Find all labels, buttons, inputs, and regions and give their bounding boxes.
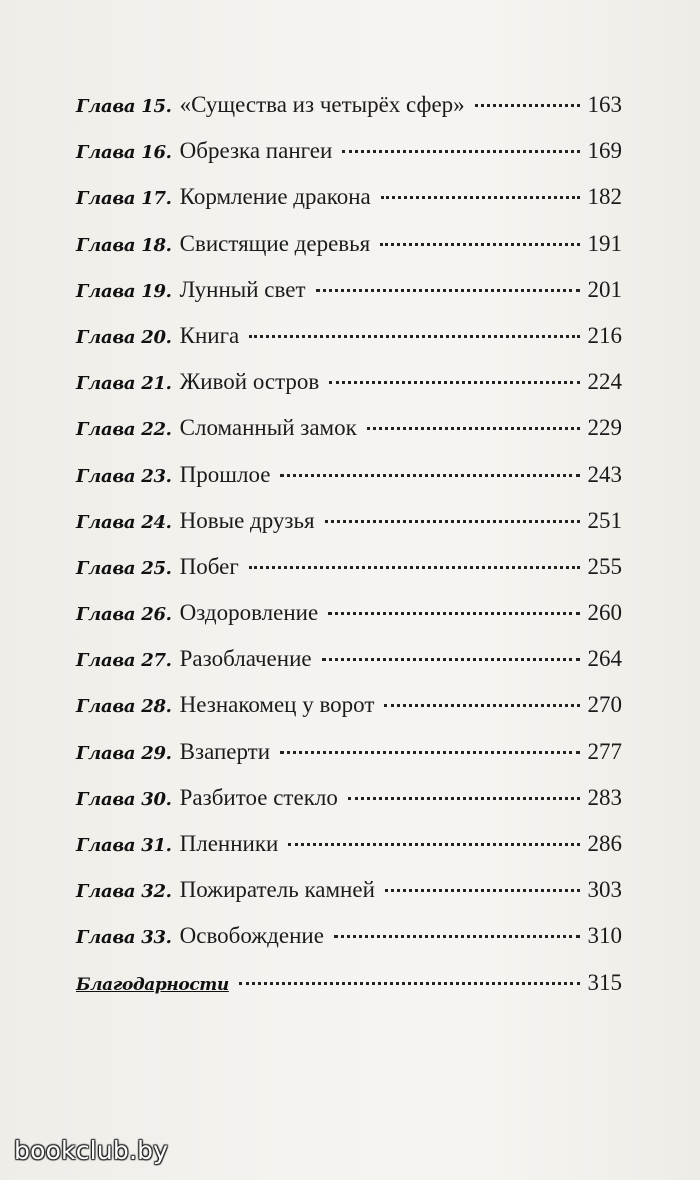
chapter-number: Глава 17. <box>76 188 172 210</box>
chapter-number: Глава 31. <box>76 835 172 856</box>
chapter-number: Глава 19. <box>76 280 172 302</box>
dot-leader <box>334 935 580 938</box>
chapter-number: Глава 27. <box>76 650 172 672</box>
acknowledgements-title: Благодарности <box>76 974 229 995</box>
dot-leader <box>367 427 580 430</box>
chapter-title: Пленники <box>179 831 279 856</box>
toc-entry <box>76 692 622 738</box>
toc-entry <box>76 138 622 184</box>
page-number: 163 <box>587 92 622 117</box>
toc-entry <box>76 277 622 323</box>
dot-leader <box>322 658 580 661</box>
toc-entry <box>76 923 622 969</box>
dot-leader <box>249 335 579 338</box>
page-number: 251 <box>587 507 622 533</box>
toc-entry <box>76 831 622 877</box>
toc-entry <box>76 92 622 138</box>
page-number: 277 <box>587 738 622 764</box>
toc-entry <box>76 600 622 646</box>
chapter-title: Новые друзья <box>179 507 315 533</box>
toc-entry <box>76 877 622 923</box>
chapter-title: Незнакомец у ворот <box>179 692 375 718</box>
chapter-title: Взаперти <box>179 738 271 764</box>
page-number: 264 <box>587 646 622 672</box>
chapter-number: Глава 24. <box>76 511 172 533</box>
chapter-title: Пожиратель камней <box>179 877 375 903</box>
chapter-number: Глава 16. <box>76 142 172 164</box>
chapter-number: Глава 29. <box>76 742 172 764</box>
chapter-number: Глава 26. <box>76 604 172 626</box>
chapter-title: «Существа из четырёх сфер» <box>179 92 465 117</box>
chapter-title: Кормление дракона <box>179 184 371 210</box>
page-number: 260 <box>587 600 622 626</box>
dot-leader <box>342 150 579 153</box>
chapter-number: Глава 32. <box>76 881 172 903</box>
chapter-number: Глава 18. <box>76 234 172 256</box>
toc-entry <box>76 415 622 461</box>
chapter-title: Обрезка пангеи <box>179 138 333 164</box>
chapter-number: Глава 28. <box>76 696 172 718</box>
toc-entry <box>76 184 622 230</box>
page-number: 191 <box>587 230 622 256</box>
page-number: 243 <box>587 461 622 487</box>
page-number: 182 <box>587 184 622 210</box>
page-number: 201 <box>587 276 622 302</box>
dot-leader <box>381 196 580 199</box>
toc-entry <box>76 739 622 785</box>
dot-leader <box>325 520 580 523</box>
page-number: 224 <box>587 369 622 395</box>
chapter-title: Разоблачение <box>179 646 312 672</box>
chapter-number: Глава 21. <box>76 373 172 395</box>
toc-entry <box>76 231 622 277</box>
acknowledgements-page: 315 <box>587 969 622 995</box>
dot-leader <box>328 612 579 615</box>
dot-leader <box>316 289 580 292</box>
watermark-text: bookclub.by <box>14 1136 169 1165</box>
chapter-title: Сломанный замок <box>179 415 357 441</box>
page-number: 270 <box>587 692 622 718</box>
toc-entry <box>76 462 622 508</box>
toc-entry <box>76 323 622 369</box>
page-number: 255 <box>587 553 622 579</box>
chapter-number: Глава 22. <box>76 419 172 441</box>
chapter-title: Свистящие деревья <box>179 230 371 256</box>
dot-leader <box>348 797 580 800</box>
dot-leader <box>385 889 580 892</box>
chapter-title: Прошлое <box>179 461 271 487</box>
dot-leader <box>380 243 579 246</box>
chapter-title: Побег <box>179 553 239 579</box>
page-number: 283 <box>587 784 622 810</box>
toc-entry-acknowledgements <box>76 970 622 1016</box>
chapter-title: Оздоровление <box>179 600 319 626</box>
page-number: 310 <box>587 923 622 949</box>
dot-leader <box>288 843 579 846</box>
dot-leader <box>280 474 579 477</box>
chapter-number: Глава 20. <box>76 326 172 348</box>
chapter-title: Разбитое стекло <box>179 784 338 810</box>
chapter-number: Глава 15. <box>76 96 172 117</box>
chapter-number: Глава 33. <box>76 927 172 949</box>
chapter-title: Книга <box>179 322 240 348</box>
page-number: 286 <box>587 831 622 856</box>
page-number: 169 <box>587 138 622 164</box>
dot-leader <box>280 751 579 754</box>
chapter-number: Глава 30. <box>76 788 172 810</box>
chapter-title: Живой остров <box>179 369 320 395</box>
chapter-number: Глава 25. <box>76 557 172 579</box>
page-number: 229 <box>587 415 622 441</box>
toc-entry <box>76 554 622 600</box>
dot-leader <box>239 982 580 985</box>
table-of-contents <box>76 92 622 1016</box>
chapter-title: Освобождение <box>179 923 324 949</box>
dot-leader <box>249 566 580 569</box>
toc-entry <box>76 508 622 554</box>
dot-leader <box>329 381 579 384</box>
chapter-number: Глава 23. <box>76 465 172 487</box>
page-number: 303 <box>587 877 622 903</box>
dot-leader <box>384 704 579 707</box>
dot-leader <box>475 104 580 107</box>
toc-entry <box>76 785 622 831</box>
chapter-title: Лунный свет <box>179 276 306 302</box>
toc-entry <box>76 369 622 415</box>
page-number: 216 <box>587 322 622 348</box>
toc-entry <box>76 646 622 692</box>
